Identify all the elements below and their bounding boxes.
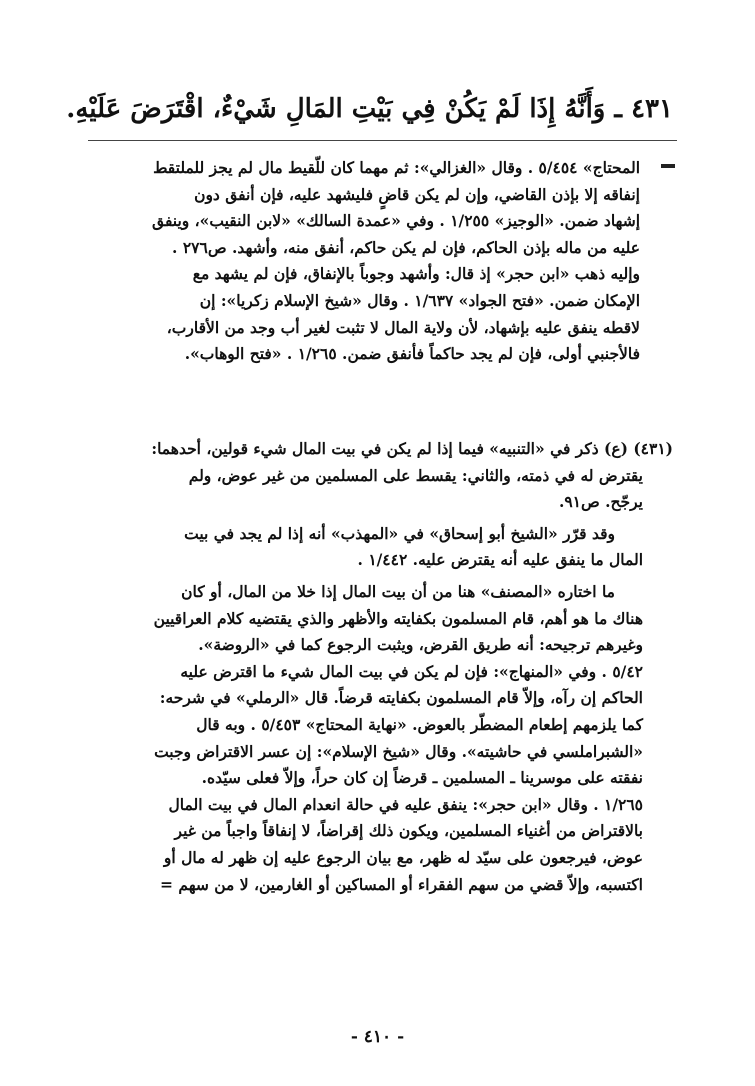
text-line: فالأجنبي أولى، فإن لم يجد حاكماً فأنفق ضمن. ١/٢٦٥ . «فتح الوهاب». (184, 344, 640, 364)
text-line: كما يلزمهم إطعام المضطّر بالعوض. «نهاية المحتاج» ٥/٤٥٣ . وبه قال (196, 714, 643, 734)
page-number: - ٤١٠ - (350, 1027, 405, 1047)
text-line: نفقته على موسرينا ـ المسلمين ـ قرضاً إن كان حراً، وإلاّ فعلى سيّده. (201, 768, 643, 788)
text-line: عليه من ماله بإذن الحاكم، فإن لم يكن حاكم، أنفق منه، وأشهد. ص٢٧٦ . (172, 237, 640, 257)
text-line: لاقطه ينفق عليه بإشهاد، لأن ولاية المال لا تثبت لغير أب وجد من الأقارب، (166, 317, 640, 337)
text-line: وقد قرّر «الشيخ أبو إسحاق» في «المهذب» أنه إذا لم يجد في بيت (184, 523, 615, 543)
text-line: يرجّح. ص٩١. (558, 492, 643, 512)
text-line: ١/٢٦٥ . وقال «ابن حجر»: ينفق عليه في حالة انعدام المال في بيت المال (168, 794, 643, 814)
text-line: عوض، فيرجعون على سيّد له ظهر، مع بيان الرجوع عليه إن ظهر له مال أو (163, 847, 643, 867)
text-line: المال ما ينفق عليه أنه يقترض عليه. ١/٤٤٢ . (357, 550, 643, 570)
text-line: وإليه ذهب «ابن حجر» إذ قال: وأشهد وجوباً بالإنفاق، فإن لم يشهد مع (192, 264, 640, 284)
text-line: بالاقتراض من أغنياء المسلمين، ويكون ذلك إقراضاً، لا إنفاقاً واجباً من غير (174, 821, 643, 841)
continuation-mark (661, 164, 675, 168)
text-line: يقترض له في ذمته، والثاني: يقسط على المسلمين من غير عوض، ولم (188, 465, 643, 485)
text-line: الحاكم إن رآه، وإلاّ قام المسلمون بكفايته قرضاً. قال «الرملي» في شرحه: (159, 688, 643, 708)
text-line: «الشبراملسي في حاشيته». وقال «شيخ الإسلام»: إن عسر الاقتراض وجبت (154, 741, 643, 761)
footnote-430-continuation (92, 155, 640, 368)
footnote-431 (92, 436, 673, 898)
text-line: ٥/٤٢ . وفي «المنهاج»: فإن لم يكن في بيت المال شيء ما اقترض عليه (180, 661, 643, 681)
text-line: اكتسبه، وإلاّ قضي من سهم الفقراء أو المساكين أو الغارمين، لا من سهم = (160, 874, 643, 894)
text-line: هناك ما هو أهم، قام المسلمون بكفايته والأظهر والذي يقتضيه كلام العراقيين (153, 608, 643, 628)
text-line: إشهاد ضمن. «الوجيز» ١/٢٥٥ . وفي «عمدة السالك» «لابن النقيب»، وينفق (152, 211, 640, 231)
footnote-number-line: (٤٣١) (ع) ذكر في «التنبيه» فيما إذا لم يكن في بيت المال شيء قولين، أحدهما: (151, 439, 673, 458)
text-line: الإمكان ضمن. «فتح الجواد» ١/٦٣٧ . وقال «شيخ الإسلام زكريا»: إن (199, 290, 640, 310)
matn-heading-431: ٤٣١ ـ وَأَنَّهُ إِذَا لَمْ يَكُنْ فِي بَيْتِ المَالِ شَيْءٌ، اقْتَرَضَ عَلَيْهِ. (66, 94, 673, 124)
text-line: وغيرهم ترجيحه: أنه طريق القرض، ويثبت الرجوع كما في «الروضة». (198, 635, 643, 655)
footnote-separator (88, 140, 677, 141)
text-line: المحتاج» ٥/٤٥٤ . وقال «الغزالي»: ثم مهما كان للّقيط مال لم يجز للملتقط (153, 158, 640, 177)
text-line: ما اختاره «المصنف» هنا من أن بيت المال إذا خلا من المال، أو كان (181, 581, 615, 601)
text-line: إنفاقه إلا بإذن القاضي، وإن لم يكن قاضٍ فليشهد عليه، فإن أنفق دون (194, 184, 640, 204)
